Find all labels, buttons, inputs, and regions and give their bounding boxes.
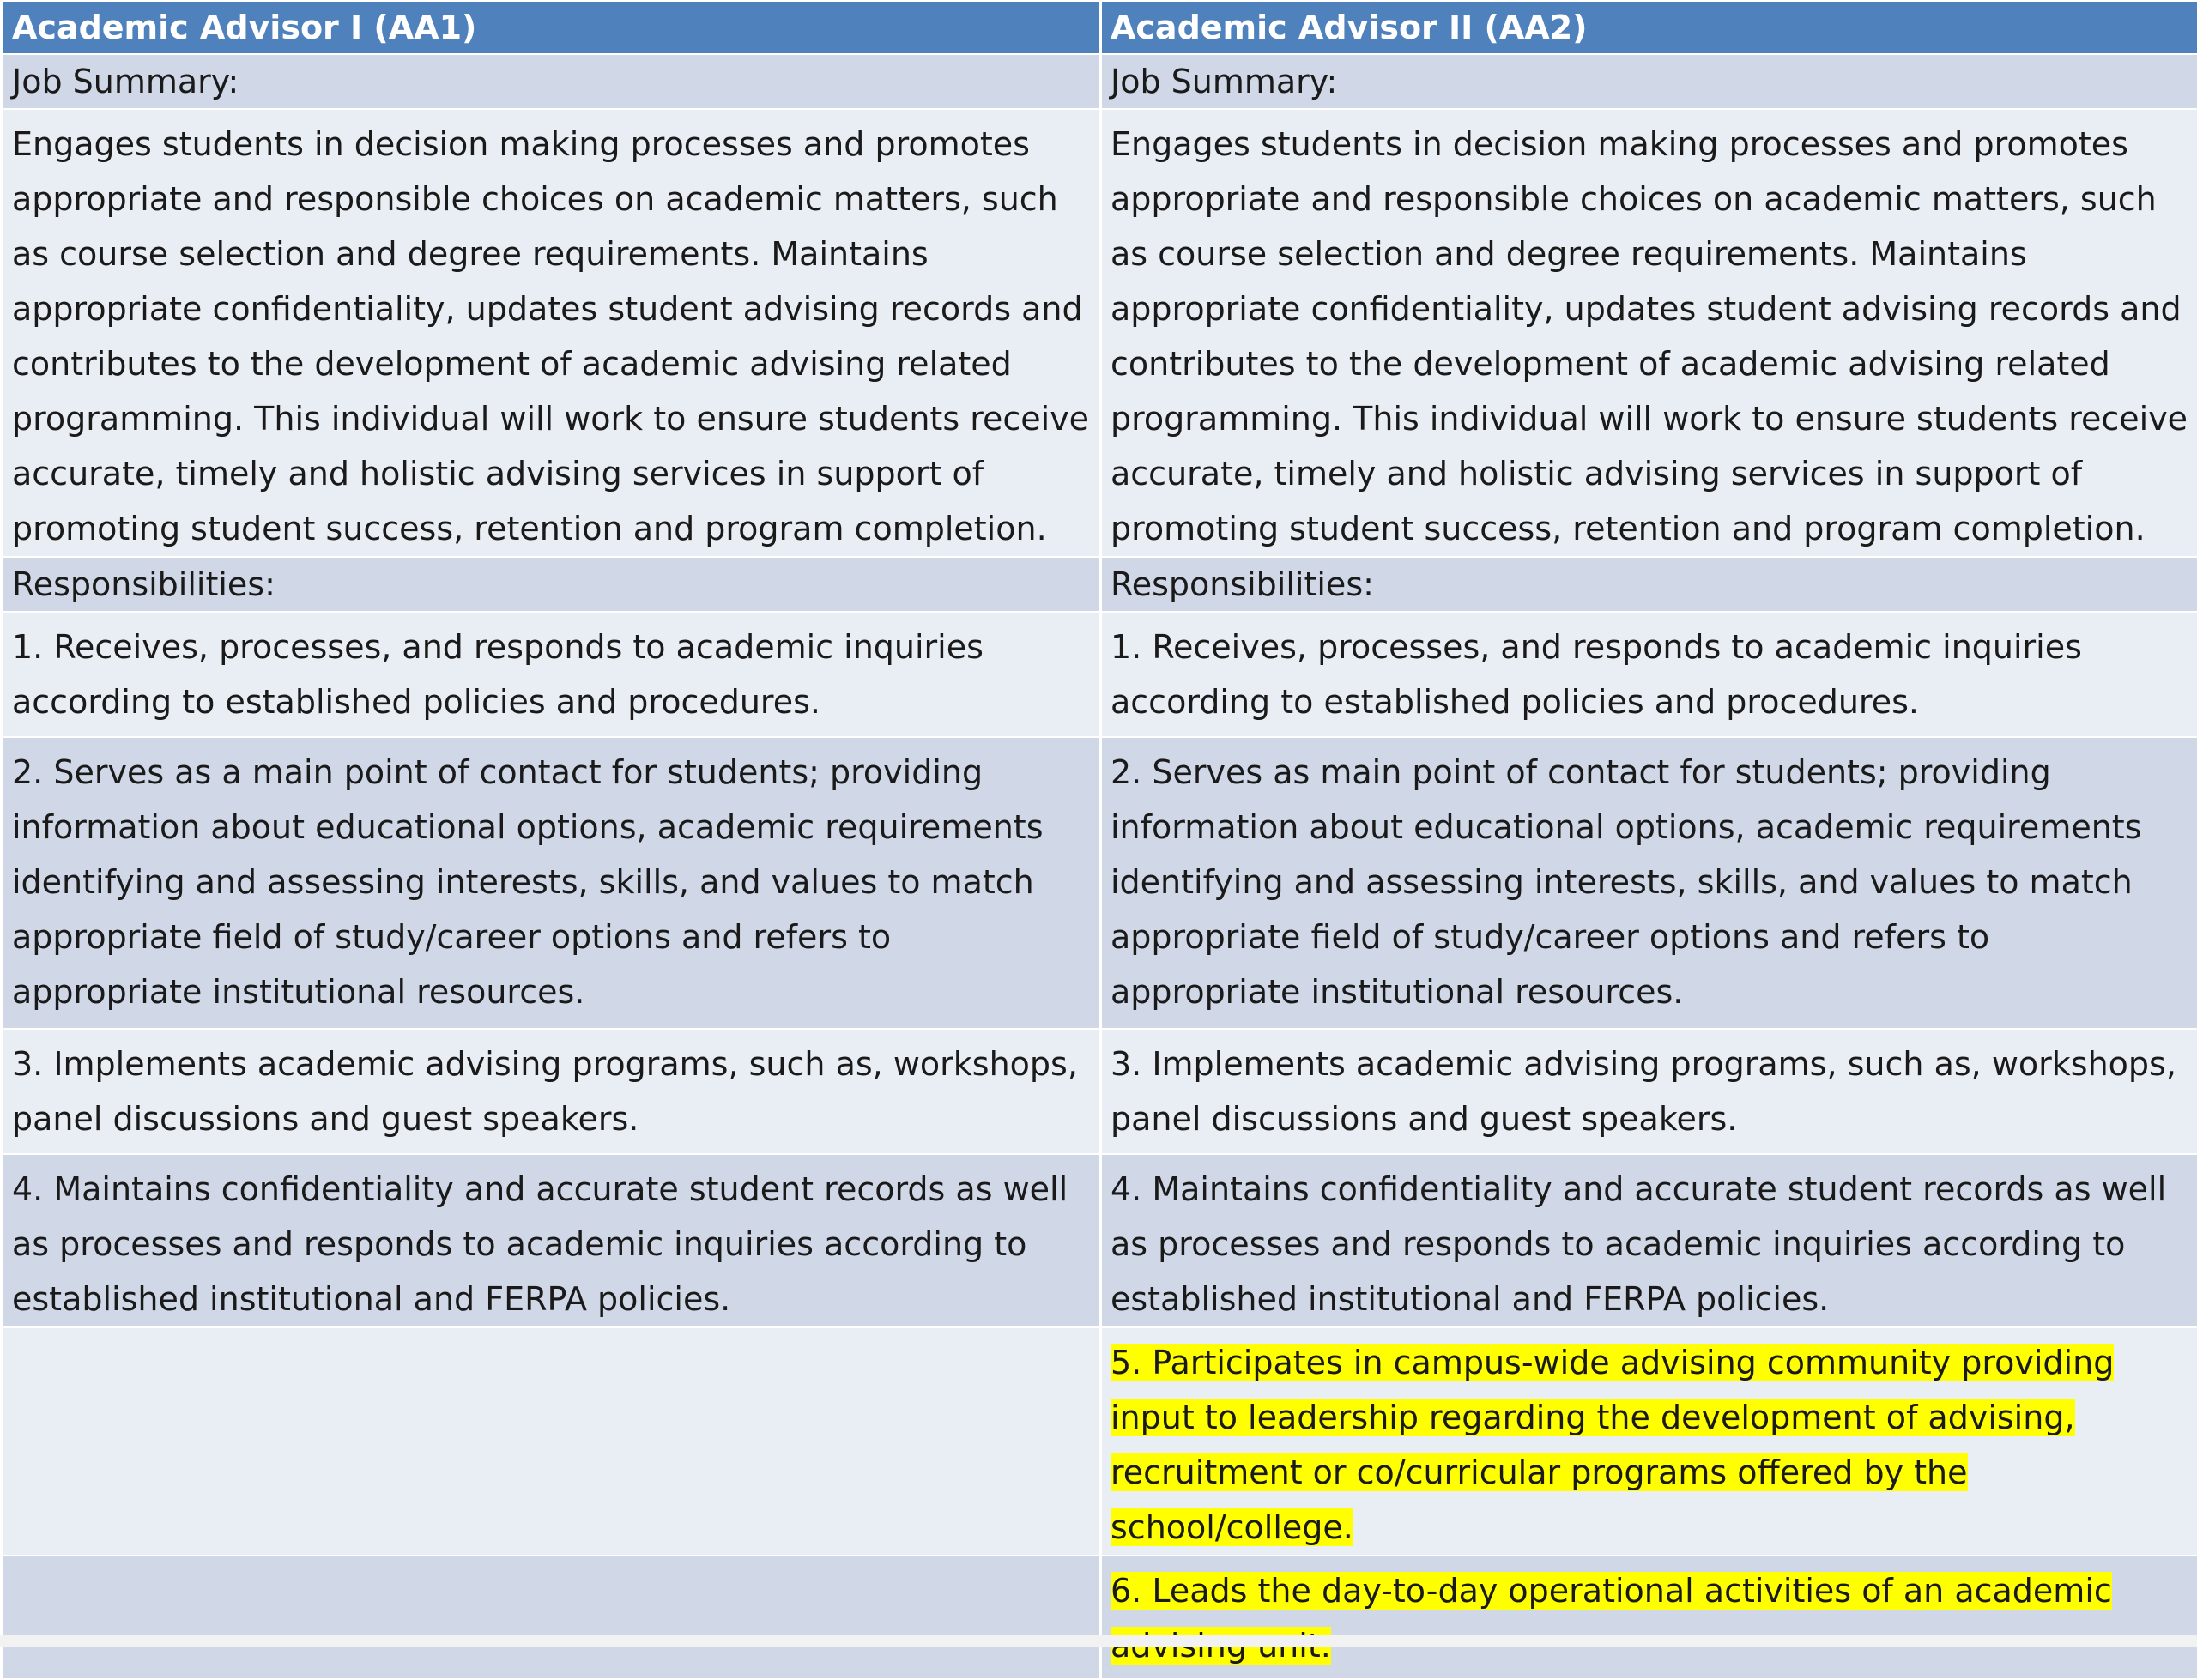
highlighted-text: 5. Participates in campus-wide advising community providing input to leadership regarding the development of advising, recruitment or co/curricular programs offered by the school/college. (1111, 1344, 2115, 1546)
job-summary-row (2, 109, 2197, 557)
job-summary-label-aa1: Job Summary: (2, 54, 1100, 109)
responsibility-1-aa2: 1. Receives, processes, and responds to academic inquiries according to established policies and procedures. (1100, 612, 2197, 737)
responsibility-row-1 (2, 612, 2197, 737)
responsibility-row-6 (2, 1556, 2197, 1679)
responsibility-3-aa2: 3. Implements academic advising programs, such as, workshops, panel discussions and guest speakers. (1100, 1029, 2197, 1154)
responsibility-row-3 (2, 1029, 2197, 1154)
column-header-aa2: Academic Advisor II (AA2) (1100, 1, 2197, 54)
responsibilities-label-aa1: Responsibilities: (2, 557, 1100, 612)
responsibility-6-aa2 (1100, 1556, 2197, 1679)
column-header-aa1: Academic Advisor I (AA1) (2, 1, 1100, 54)
responsibilities-label-aa2: Responsibilities: (1100, 557, 2197, 612)
responsibilities-label-row (2, 557, 2197, 612)
job-summary-text-aa1: Engages students in decision making processes and promotes appropriate and responsible choices on academic matters, such as course selection and degree requirements. Maintains appropriate confidentiality, updates student advising records and contributes to the development of academic advising related programming. This individual will work to ensure students receive accurate, timely and holistic advising services in support of promoting student success, retention and program completion. (2, 109, 1100, 557)
job-summary-label-aa2: Job Summary: (1100, 54, 2197, 109)
job-summary-label-row (2, 54, 2197, 109)
responsibility-4-aa1: 4. Maintains confidentiality and accurate student records as well as processes and responds to academic inquiries according to established institutional and FERPA policies. (2, 1154, 1100, 1327)
responsibility-4-aa2: 4. Maintains confidentiality and accurate student records as well as processes and responds to academic inquiries according to established institutional and FERPA policies. (1100, 1154, 2197, 1327)
highlighted-text: 6. Leads the day-to-day operational activities of an academic (1111, 1572, 2112, 1665)
bottom-strip (0, 1635, 2197, 1647)
responsibility-1-aa1: 1. Receives, processes, and responds to academic inquiries according to established policies and procedures. (2, 612, 1100, 737)
responsibility-5-aa1 (2, 1327, 1100, 1556)
job-summary-text-aa2: Engages students in decision making processes and promotes appropriate and responsible choices on academic matters, such as course selection and degree requirements. Maintains appropriate confidentiality, updates student advising records and contributes to the development of academic advising related programming. This individual will work to ensure students receive accurate, timely and holistic advising services in support of promoting student success, retention and program completion. (1100, 109, 2197, 557)
header-row (2, 1, 2197, 54)
responsibility-2-aa2: 2. Serves as main point of contact for students; providing information about educational options, academic requirements identifying and assessing interests, skills, and values to match appropriate field of study/career options and refers to appropriate institutional resources. (1100, 737, 2197, 1029)
responsibility-2-aa1: 2. Serves as a main point of contact for students; providing information about educational options, academic requirements identifying and assessing interests, skills, and values to match appropriate field of study/career options and refers to appropriate institutional resources. (2, 737, 1100, 1029)
responsibility-3-aa1: 3. Implements academic advising programs, such as, workshops, panel discussions and guest speakers. (2, 1029, 1100, 1154)
responsibility-5-aa2 (1100, 1327, 2197, 1556)
responsibility-row-2 (2, 737, 2197, 1029)
responsibility-row-5 (2, 1327, 2197, 1556)
responsibility-row-4 (2, 1154, 2197, 1327)
responsibility-6-aa1 (2, 1556, 1100, 1679)
